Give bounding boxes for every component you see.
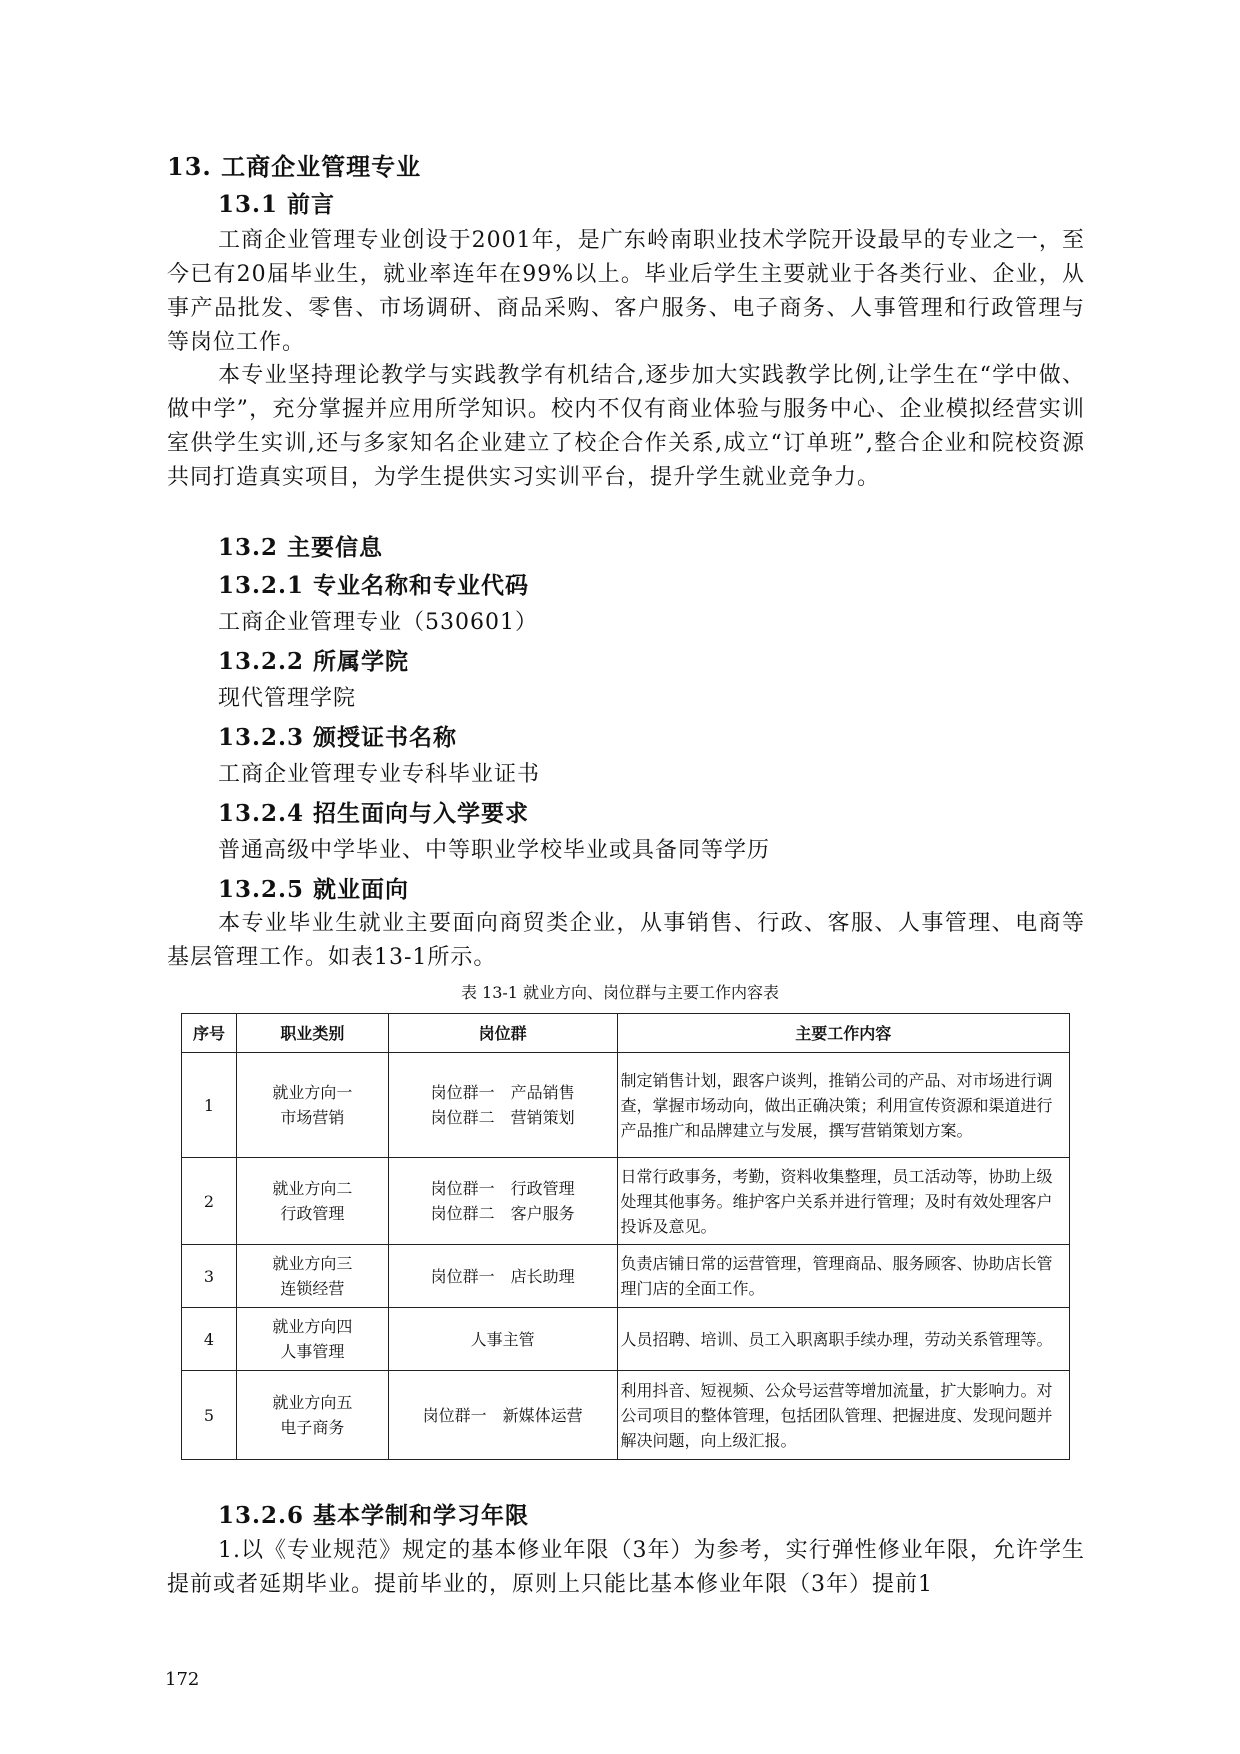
- admission-text: 普通高级中学毕业、中等职业学校毕业或具备同等学历: [218, 838, 771, 863]
- category-name: 电子商务: [280, 1418, 345, 1437]
- row-position-group: [388, 1053, 617, 1158]
- certificate-heading: 13.2.3 颁授证书名称: [218, 724, 458, 751]
- row-category: [236, 1371, 388, 1460]
- category-name: 连锁经营: [280, 1279, 345, 1298]
- category-direction: 就业方向三: [272, 1254, 353, 1273]
- category-name: 市场营销: [280, 1108, 345, 1127]
- row-position-group: 岗位群一 新媒体运营: [388, 1371, 617, 1460]
- category-name: 行政管理: [280, 1204, 345, 1223]
- row-no: 2: [182, 1158, 237, 1245]
- category-direction: 就业方向五: [272, 1393, 353, 1412]
- position-group-line: 岗位群二 客户服务: [430, 1204, 575, 1223]
- position-group-line: 岗位群一 行政管理: [430, 1179, 575, 1198]
- row-position-group: [388, 1158, 617, 1245]
- page-number: 172: [165, 1669, 200, 1690]
- row-no: 4: [182, 1308, 237, 1371]
- major-code-heading: 13.2.1 专业名称和专业代码: [218, 572, 530, 599]
- header-category: 职业类别: [236, 1014, 388, 1053]
- row-position-group: 岗位群一 店长助理: [388, 1245, 617, 1308]
- table-row: [182, 1053, 1070, 1158]
- row-category: [236, 1053, 388, 1158]
- main-info-heading: 13.2 主要信息: [218, 534, 384, 561]
- certificate-text: 工商企业管理专业专科毕业证书: [218, 762, 541, 787]
- major-code-text: 工商企业管理专业（530601）: [218, 610, 538, 635]
- section-heading: 13. 工商企业管理专业: [167, 152, 422, 181]
- duration-heading: 13.2.6 基本学制和学习年限: [218, 1502, 530, 1529]
- employment-paragraph: 本专业毕业生就业主要面向商贸类企业，从事销售、行政、客服、人事管理、电商等基层管理工作。如表13-1所示。: [167, 911, 1085, 970]
- table-row: [182, 1308, 1070, 1371]
- college-text: 现代管理学院: [218, 686, 357, 711]
- table-row: [182, 1158, 1070, 1245]
- header-position-group: 岗位群: [388, 1014, 617, 1053]
- row-no: 1: [182, 1053, 237, 1158]
- row-work-content: 日常行政事务，考勤，资料收集整理，员工活动等，协助上级处理其他事务。维护客户关系并进行管理；及时有效处理客户投诉及意见。: [617, 1158, 1069, 1245]
- college-heading: 13.2.2 所属学院: [218, 648, 410, 675]
- row-category: [236, 1158, 388, 1245]
- row-work-content: 制定销售计划，跟客户谈判，推销公司的产品、对市场进行调查，掌握市场动向，做出正确决策；利用宣传资源和渠道进行产品推广和品牌建立与发展，撰写营销策划方案。: [617, 1053, 1069, 1158]
- table-caption: 表 13-1 就业方向、岗位群与主要工作内容表: [460, 983, 780, 1002]
- row-category: [236, 1308, 388, 1371]
- duration-paragraph: 1.以《专业规范》规定的基本修业年限（3年）为参考，实行弹性修业年限，允许学生提前或者延期毕业。提前毕业的，原则上只能比基本修业年限（3年）提前1: [167, 1538, 1085, 1597]
- row-no: 5: [182, 1371, 237, 1460]
- row-no: 3: [182, 1245, 237, 1308]
- category-direction: 就业方向二: [272, 1179, 353, 1198]
- row-work-content: 负责店铺日常的运营管理，管理商品、服务顾客、协助店长管理门店的全面工作。: [617, 1245, 1069, 1308]
- admission-heading: 13.2.4 招生面向与入学要求: [218, 800, 530, 827]
- category-direction: 就业方向四: [272, 1317, 353, 1336]
- preface-paragraph-1: 工商企业管理专业创设于2001年，是广东岭南职业技术学院开设最早的专业之一，至今已有20届毕业生，就业率连年在99%以上。毕业后学生主要就业于各类行业、企业，从事产品批发、零售、市场调研、商品采购、客户服务、电子商务、人事管理和行政管理与等岗位工作。: [167, 228, 1085, 355]
- employment-table: [181, 1013, 1070, 1460]
- employment-heading: 13.2.5 就业面向: [218, 876, 410, 903]
- preface-heading: 13.1 前言: [218, 191, 336, 218]
- position-group-line: 岗位群二 营销策划: [430, 1108, 575, 1127]
- row-work-content: 人员招聘、培训、员工入职离职手续办理，劳动关系管理等。: [617, 1308, 1069, 1371]
- table-row: [182, 1371, 1070, 1460]
- position-group-line: 岗位群一 产品销售: [430, 1083, 575, 1102]
- header-no: 序号: [182, 1014, 237, 1053]
- table-header-row: [182, 1014, 1070, 1053]
- header-work-content: 主要工作内容: [617, 1014, 1069, 1053]
- preface-paragraph-2: 本专业坚持理论教学与实践教学有机结合,逐步加大实践教学比例,让学生在“学中做、做中学”，充分掌握并应用所学知识。校内不仅有商业体验与服务中心、企业模拟经营实训室供学生实训,还与多家知名企业建立了校企合作关系,成立“订单班”,整合企业和院校资源共同打造真实项目，为学生提供实习实训平台，提升学生就业竞争力。: [167, 363, 1085, 490]
- row-work-content: 利用抖音、短视频、公众号运营等增加流量，扩大影响力。对公司项目的整体管理，包括团队管理、把握进度、发现问题并解决问题，向上级汇报。: [617, 1371, 1069, 1460]
- table-row: [182, 1245, 1070, 1308]
- row-category: [236, 1245, 388, 1308]
- category-direction: 就业方向一: [272, 1083, 353, 1102]
- category-name: 人事管理: [280, 1342, 345, 1361]
- row-position-group: 人事主管: [388, 1308, 617, 1371]
